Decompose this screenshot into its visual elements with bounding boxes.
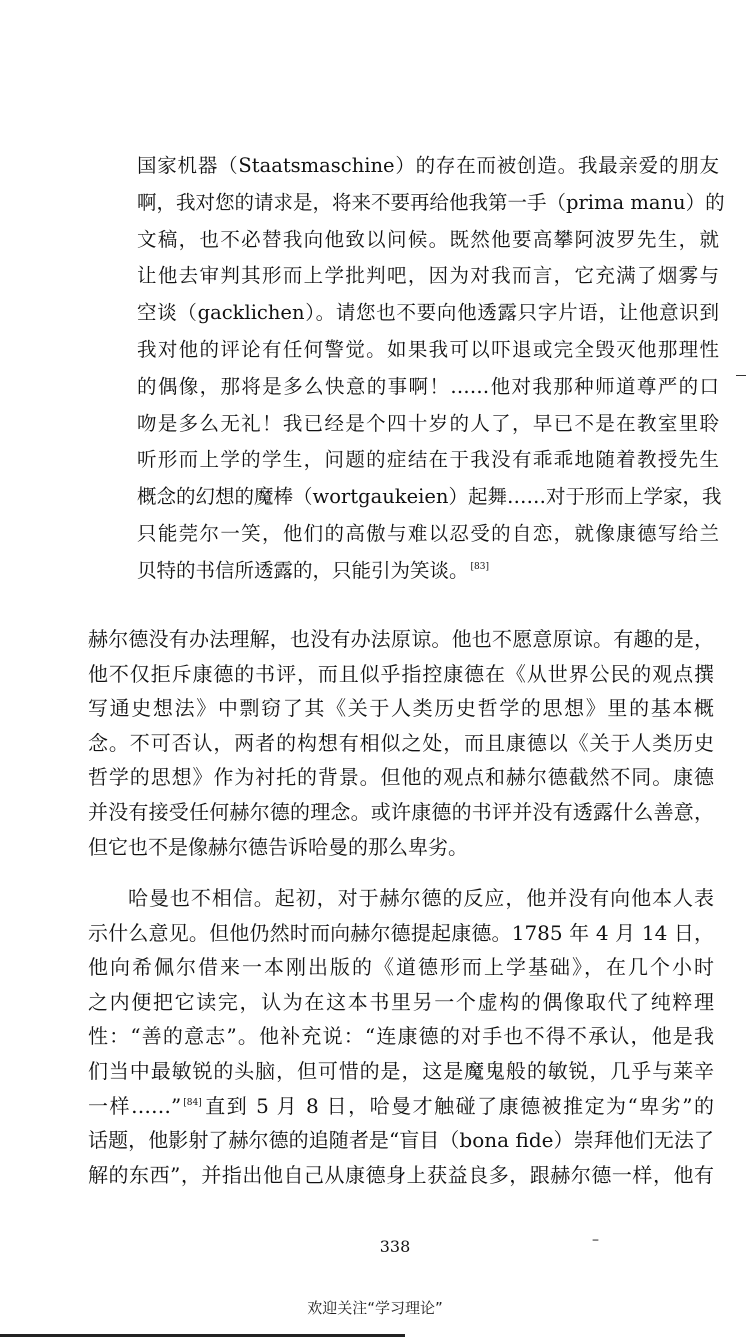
- p2-line-8: 话题，他影射了赫尔德的追随者是“盲目（bona fide）崇拜他们无法了: [88, 1128, 714, 1153]
- p2-line-5: 性：“善的意志”。他补充说：“连康德的对手也不得不承认，他是我: [88, 1024, 714, 1049]
- quote-line-8: 吻是多么无礼！我已经是个四十岁的人了，早已不是在教室里聆: [137, 411, 719, 435]
- p1-line-3: 写通史想法》中剽窃了其《关于人类历史哲学的思想》里的基本概: [88, 696, 714, 721]
- quote-line-4: 让他去审判其形而上学批判吧，因为对我而言，它充满了烟雾与: [137, 264, 719, 288]
- block-quote: [137, 148, 725, 590]
- p2-line-7-end: 直到 5 月 8 日，哈曼才触碰了康德被推定为“卑劣”的: [203, 1093, 715, 1118]
- footer-note: 欢迎关注“学习理论”: [307, 1299, 443, 1317]
- p1-line-2: 他不仅拒斥康德的书评，而且似乎指控康德在《从世界公民的观点撰: [88, 661, 714, 686]
- paragraph-2: [88, 881, 714, 1192]
- p1-line-6: 并没有接受任何赫尔德的理念。或许康德的书评并没有透露什么善意，: [88, 799, 714, 824]
- quote-line-5: 空谈（gacklichen）。请您也不要向他透露只字片语，让他意识到: [137, 301, 719, 325]
- p2-line-7-start: 一样……”: [88, 1093, 182, 1118]
- p2-line-7: [88, 1089, 714, 1124]
- p2-line-6: 们当中最敏锐的头脑，但可惜的是，这是魔鬼般的敏锐，几乎与莱辛: [88, 1058, 714, 1083]
- p1-line-4: 念。不可否认，两者的构想有相似之处，而且康德以《关于人类历史: [88, 730, 714, 755]
- p1-line-7: 但它也不是像赫尔德告诉哈曼的那么卑劣。: [88, 834, 468, 859]
- quote-line-9: 听形而上学的学生，问题的症结在于我没有乖乖地随着教授先生: [137, 448, 719, 472]
- footnote-marker-83[interactable]: [83]: [470, 561, 489, 572]
- footnote-marker-84[interactable]: [84]: [183, 1097, 202, 1108]
- edge-mark: [736, 375, 746, 376]
- page-number: 338: [379, 1237, 411, 1256]
- quote-line-2: 啊，我对您的请求是，将来不要再给他我第一手（prima manu）的: [137, 190, 725, 214]
- p1-line-1: 赫尔德没有办法理解，也没有办法原谅。他也不愿意原谅。有趣的是，: [88, 627, 714, 651]
- quote-line-1: 国家机器（Staatsmaschine）的存在而被创造。我最亲爱的朋友: [137, 154, 719, 177]
- p2-line-3: 他向希佩尔借来一本刚出版的《道德形而上学基础》，在几个小时: [88, 955, 714, 980]
- p1-line-5: 哲学的思想》作为衬托的背景。但他的观点和赫尔德截然不同。康德: [88, 765, 714, 790]
- page-mark: –: [592, 1232, 599, 1248]
- p2-line-1: 哈曼也不相信。起初，对于赫尔德的反应，他并没有向他本人表: [128, 886, 714, 910]
- quote-line-7: 的偶像，那将是多么快意的事啊！……他对我那种师道尊严的口: [137, 374, 719, 398]
- quote-line-6: 我对他的评论有任何警觉。如果我可以吓退或完全毁灭他那理性: [137, 337, 719, 361]
- p2-line-2: 示什么意见。但他仍然时而向赫尔德提起康德。1785 年 4 月 14 日，: [88, 920, 714, 945]
- bottom-rule: [0, 1334, 405, 1337]
- quote-line-10: 概念的幻想的魔棒（wortgaukeien）起舞……对于形而上学家，我: [137, 485, 722, 509]
- quote-last-text: 贝特的书信所透露的，只能引为笑谈。: [137, 558, 469, 582]
- p2-line-9: 解的东西”，并指出他自己从康德身上获益良多，跟赫尔德一样，他有: [88, 1162, 714, 1187]
- quote-line-3: 文稿，也不必替我向他致以问候。既然他要高攀阿波罗先生，就: [137, 227, 719, 251]
- p2-line-4: 之内便把它读完，认为在这本书里另一个虚构的偶像取代了纯粹理: [88, 989, 714, 1014]
- quote-line-12: [137, 553, 719, 590]
- paragraph-1: [88, 622, 714, 864]
- quote-line-11: 只能莞尔一笑，他们的高傲与难以忍受的自恋，就像康德写给兰: [137, 521, 719, 545]
